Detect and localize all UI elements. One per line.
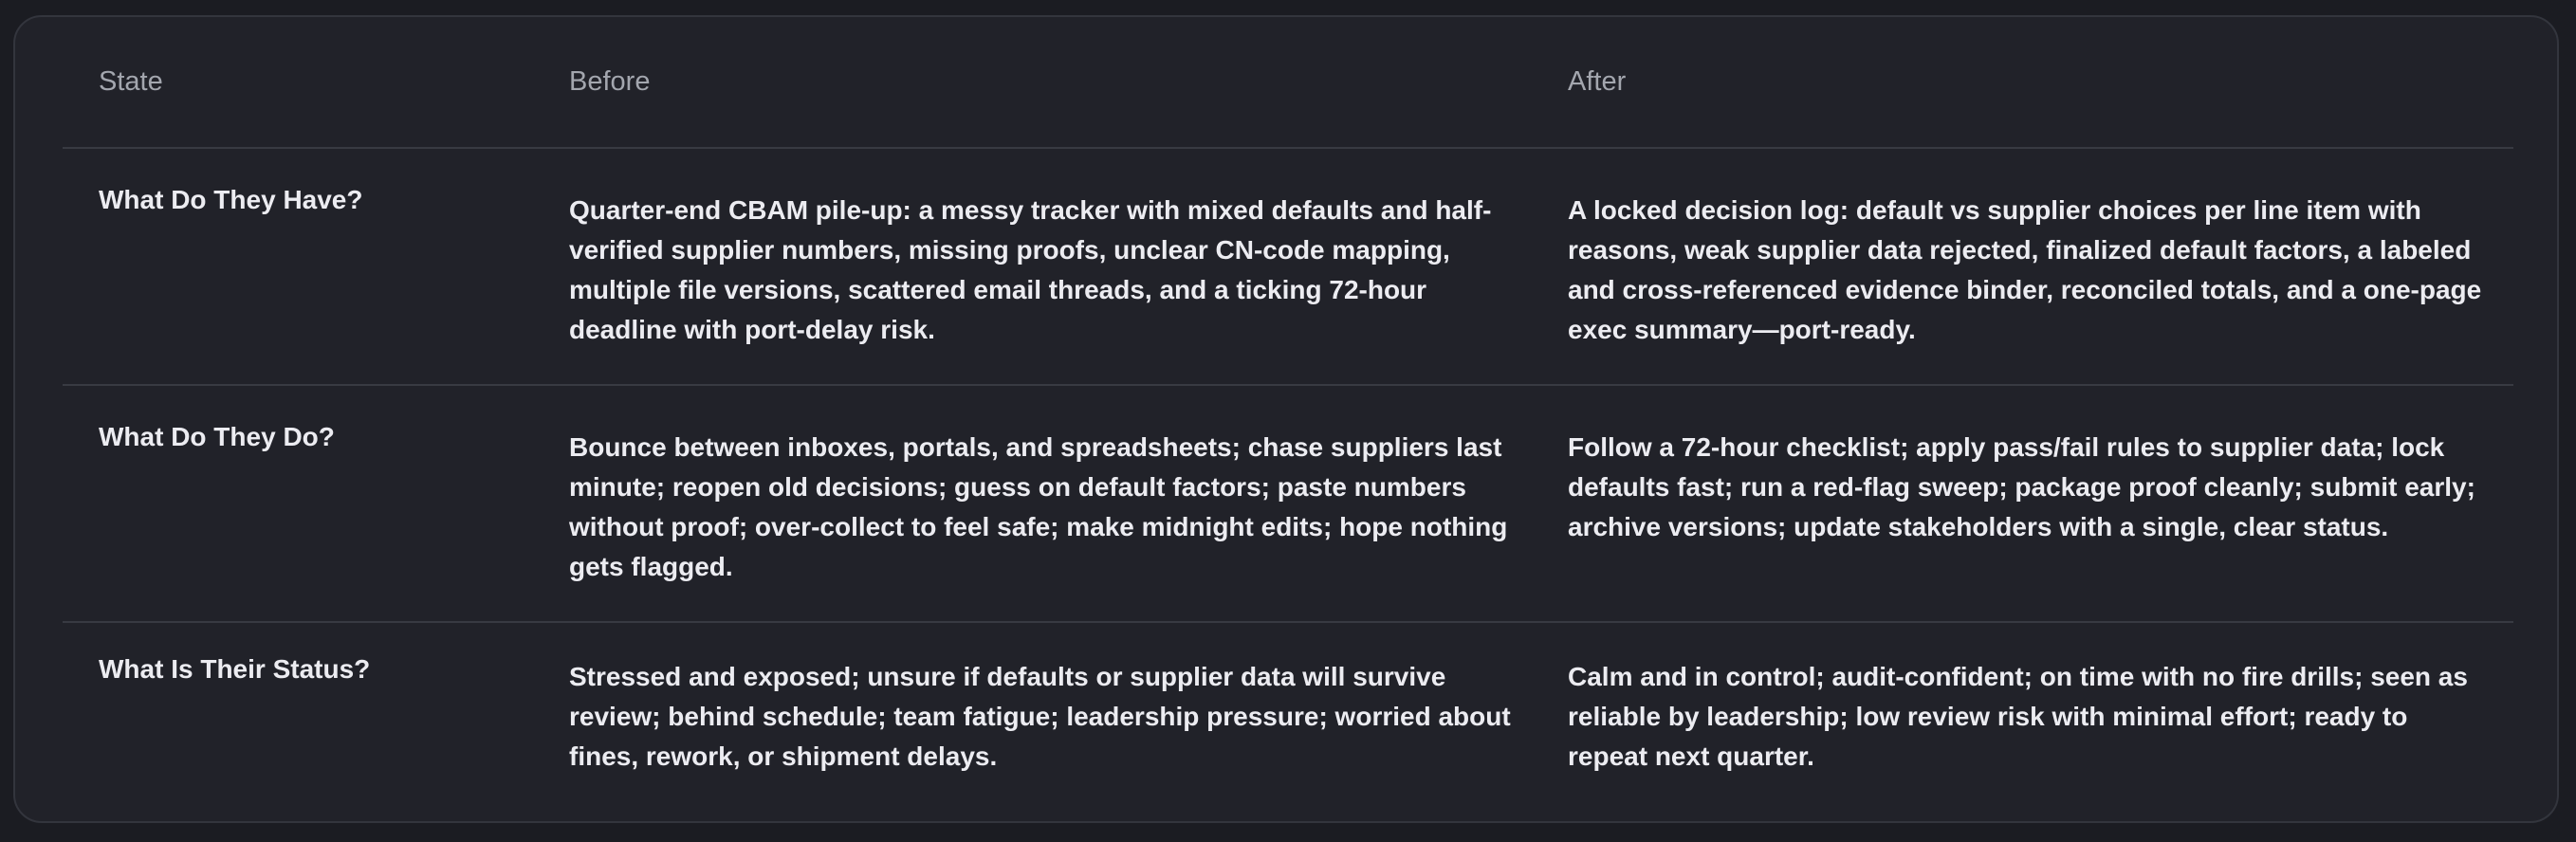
header-after: After	[1532, 17, 2513, 148]
before-after-table	[63, 17, 2513, 823]
row-after-cell: Calm and in control; audit-confident; on time with no fire drills; seen as reliable by leadership; low review risk with minimal effort; ready to repeat next quarter.	[1568, 662, 2468, 771]
row-before-cell: Quarter-end CBAM pile-up: a messy tracker with mixed defaults and half-verified supplier numbers, missing proofs, unclear CN-code mapping, multiple file versions, scattered email threads, and a ticking 72-hour deadline with port-delay risk.	[533, 148, 1532, 385]
row-state-cell: What Do They Do?	[63, 385, 533, 622]
row-state-cell: What Do They Have?	[63, 148, 533, 385]
header-state: State	[63, 17, 533, 148]
row-after-cell: A locked decision log: default vs supplier choices per line item with reasons, weak supplier data rejected, finalized default factors, a labeled and cross-referenced evidence binder, reconciled totals, and a one-page exec summary—port-ready.	[1532, 148, 2513, 385]
table-header	[63, 17, 2513, 148]
row-before-cell: Stressed and exposed; unsure if defaults or supplier data will survive review; behind schedule; team fatigue; leadership pressure; worried about fines, rework, or shipment delays.	[569, 662, 1511, 771]
table-body	[63, 148, 2513, 823]
table-row	[63, 622, 2513, 823]
row-before-cell: Bounce between inboxes, portals, and spreadsheets; chase suppliers last minute; reopen old decisions; guess on default factors; paste numbers without proof; over-collect to feel safe; make midnight edits; hope nothing gets flagged.	[533, 385, 1532, 622]
comparison-card	[13, 15, 2559, 823]
header-row	[63, 17, 2513, 148]
header-before: Before	[533, 17, 1532, 148]
row-after-cell: Follow a 72-hour checklist; apply pass/fail rules to supplier data; lock defaults fast; run a red-flag sweep; package proof cleanly; submit early; archive versions; update stakeholders with a single, clear status.	[1532, 385, 2513, 622]
table-row	[63, 385, 2513, 622]
row-state-cell: What Is Their Status?	[99, 654, 371, 684]
table-row	[63, 148, 2513, 385]
